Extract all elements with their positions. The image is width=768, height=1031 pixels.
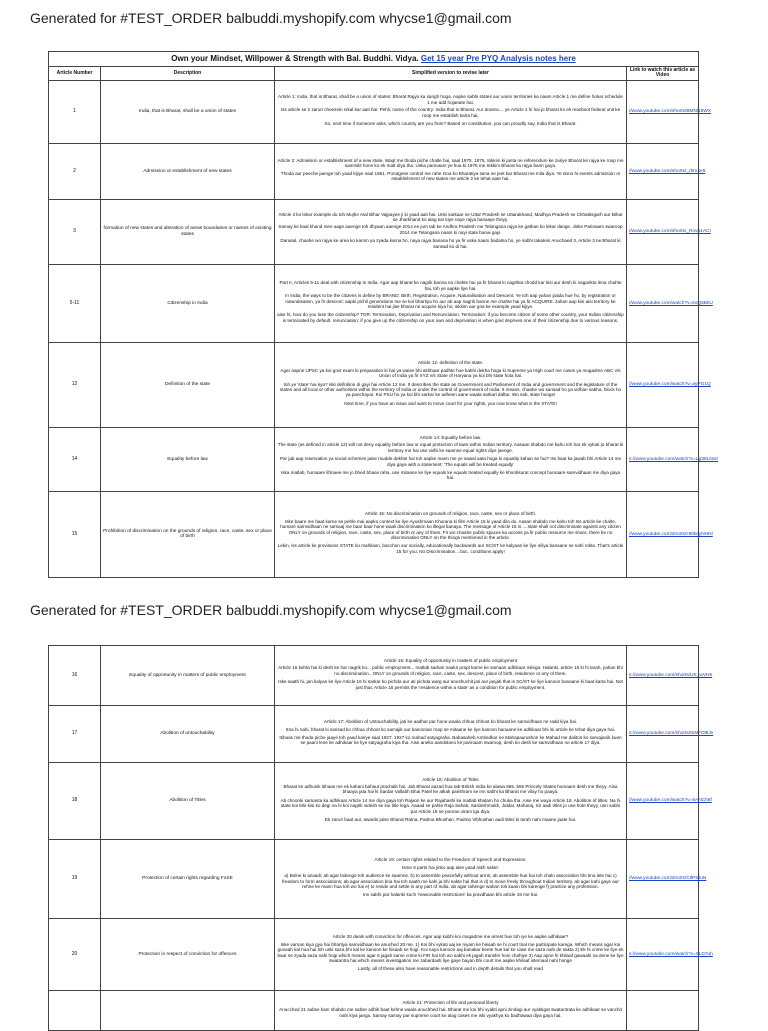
table-row — [49, 491, 699, 577]
simplified-title: Article 15: No discrimination on grounds of religion, race, caste, sex or place of birth. — [364, 511, 537, 517]
simplified-paragraph: Lekin, iss article ke provisions STATE ko mahilaon, bacchon aur socially, educationally backwards aur SC/ST ke kalyaan ke liye niliya banaane se nahi rokta. That's article 15 for you: No Discrimination....but.. conditions apply! — [277, 543, 624, 554]
article-description: Admission or establishment of new states — [101, 143, 275, 199]
simplified-paragraph: Next time, if you have an issue and want to move court for your rights, you now know what is the STATE! — [344, 400, 557, 406]
simplified-title: Article 2: Admission or establishment of a new state. Waqt me thoda piche chalte hai, saal 1975. 1975, Sikkim ki janta ne referendum ke zariye Bharat ke rajya ke roop me sammilit hone ko ek matt diya tha. Uska parinaam ye hua ki 1975 me Sikkim Bharat ka rajya bann gaya. — [277, 158, 624, 169]
video-link[interactable]: //www.youtube.com/shorts/_r5m4e9 — [627, 143, 699, 199]
article-number: 12 — [49, 342, 101, 427]
simplified-paragraph: Iss article se 2 zaruri cheezein nikal kar aati hai: Pehli, name of the country: India that is Bharat. Aur doosra.... ye Article 1 hi hai jo bharat ko ek mazboot federal unit ke roop me establish karta hai. — [280, 107, 621, 118]
table-row — [49, 706, 699, 763]
simplified-paragraph: Bharat ke adhunik itihaas me ek kahani bahaut prachalit hai. Jab Bharat aazad hua tab British India ke alawa 565, 565 Princely States humaare desh me theyy. Aisa bhaaya jata hai ki Sardar Vallabh Bhai Patel ke atkak parishram se inn sabhi ka Bharat me vilay ho paaya. — [283, 783, 618, 795]
simplified-paragraph: aise hi, how do you lose the citizenship? TDR: Termination, Deprivation and Renunciation. Termination: if you become citizen of some other country, your Indian citizenship is terminated by default. renunciation: if you give up the citizenship on your own and deprivation is when govt deprives one of their citizenship due to various reasons. — [277, 312, 624, 323]
simplified-paragraph: Itihaas me thoda piche jaaye toh yaad kariye saal 1927. 1927 ko mahad satyagraha. Babasaheb Ambedkar ne Mahapaurushon ke Mahad me daliton ko sarvajanik kuen se paani lene ke adhikaar ke liye satyagraha kiya tha. Aise aneko aandolano ke parinaam swaroop, desh ko desh ke samvidhaan ne article 17 diya. — [279, 735, 622, 746]
article-number: 17 — [49, 706, 101, 763]
table-body-page-2 — [49, 646, 714, 1031]
simplified-title: Article 1: India, that is Bharat, shall be a union of states: Bharat Rajyo ka sangh hoga. Aapke sabhi states aur union territories ka naam Article 1 me define hokar schedule 1 me add hojaeate hai. — [278, 94, 623, 105]
simplified-version — [275, 199, 627, 264]
simplified-version — [275, 646, 627, 706]
col-description: Description — [101, 67, 275, 81]
article-description: Protection of certain rights regarding FoSE — [101, 840, 275, 919]
simplified-paragraph: Samay ke kaal khand mee aage aaenge toh dhyaan aaenge 2014 ee jum tab ke Andhra Pradesh me Telangana rajya ke gathan ko lekar dange. Jiske Parinaam swaroop 2014 me Telangana naam ki nayi state banai gayi. — [278, 224, 623, 235]
video-link[interactable]: //www.youtube.com/watch?v=ayPG1Q — [627, 342, 699, 427]
table-row — [49, 80, 699, 143]
simplified-paragraph: Lastly, all of these also have reasonable restrictions and in depth details that you shall read — [358, 966, 543, 972]
col-video-link: Link to watch this article as Video — [627, 67, 699, 81]
title-cell — [49, 52, 699, 67]
sheet-title: Own your Mindset, Willpower & Strength with Bal. Buddhi. Vidya. — [171, 54, 419, 64]
simplified-title: Article 3 ko lekar example du toh Mujhe Atal Bihar Vajpayee ji ki yaad aati hai. Unki sarkaar ne Uttar Pradesh se Uttarakhand, Madhya Pradesh se Chhattisgarh aur Bihar se Jharkhand ko alag kar kiye naye rajya banaaye theyy. — [278, 211, 623, 222]
simplified-title: Article 12: definition of the state. — [417, 360, 484, 366]
simplified-paragraph: So, next time if someone asks, which country are you from? Based on constitution, you can proudly say, India that is Bharat. — [324, 120, 577, 126]
simplified-paragraph: Thoda aur peeche jaenge toh yaad kijiye saal 1961. Porutgese control me rahe Goa ko Bharatiya sena ne jeet kar Bharat me mila diya. Ye dono hi events admission or establishment of new states me article 2 ke tehat aate hai. — [280, 170, 621, 182]
simplified-title: Article 18: Abolition of Titles — [422, 776, 479, 782]
video-link[interactable]: s://www.youtube.com/watch?v=Lg38LNx0 — [627, 427, 699, 491]
video-link[interactable]: //www.youtube.com/shorts/BMNl18WX — [627, 80, 699, 143]
simplified-paragraph: Par jab aap reservation ya social schemes jaise mudde dekhte hai toh aapke mann me ye sawal aata hoga ki equality kahan se hui? Iss baat ka jawab bhi Article 14 me diya gaya with a statement: 'The equals will be treated equally' — [279, 456, 622, 467]
table-row — [49, 143, 699, 199]
simplified-version — [275, 427, 627, 491]
simplified-paragraph: Ek zaruri baat aur, awards jaise Bharat Ratna, Padma Bhushan, Padma Vibhushan aadi titles ki tarah nahi maane jaate hai. — [324, 817, 577, 823]
video-link[interactable]: //www.youtube.com/watch?v=koQ5BkU — [627, 264, 699, 342]
table-row — [49, 199, 699, 264]
page-header-2: Generated for #TEST_ORDER balbuddi.myshopify.com whycse1@gmail.com — [30, 602, 512, 618]
simplified-paragraph: Article 16 kehta hai ki desh ke har nagrik ko... public employment... matlab sarkari naukri prapt karne ke samaan adhikaar milega. Halanki, article 15 ki hi tarah, yahan bhi no discrimination...ONLY on grounds of religion, race, caste, sex, descent, place of birth, residence or any of them. — [278, 665, 623, 676]
article-number: 2 — [49, 143, 101, 199]
simplified-title: Article 21: Protection of life and personal liberty — [402, 999, 499, 1005]
video-link[interactable]: //www.youtube.com/watch?v=6ANCh8f — [627, 763, 699, 840]
pyq-notes-link[interactable]: Get 15 year Pre PYQ Analysis notes here — [420, 54, 576, 64]
simplified-title: Part II, Articles 5-11 deal with citizenship in India. Agar aap bharat ke nagrik banna na chahte hai ya fir bharat ki nagrikta chodd kar kisi aur desh ki nagarikta lena chahte hai, toh ye aapke liye hai. — [279, 280, 622, 291]
article-number — [49, 991, 101, 1031]
simplified-version — [275, 706, 627, 763]
article-table-page-1 — [48, 51, 718, 578]
article-number: 3 — [49, 199, 101, 264]
simplified-title: Article 19: certain rights related to the Freedom of Speech and Expression. — [374, 857, 527, 863]
video-link[interactable]: s://www.youtube.com/shorts/UK_wVH6 — [627, 646, 699, 706]
article-description: Citizenship in India — [101, 264, 275, 342]
simplified-version — [275, 264, 627, 342]
simplified-title: Article 14: Equality before law. — [419, 434, 482, 440]
video-link[interactable]: s://www.youtube.com/watch?v=9LD7uh — [627, 919, 699, 991]
simplified-paragraph: Agar aapne UPSC ya koi govt exam ki preparation ki hai ya waise bhi akhbaar padhte hue kabhi dekha hoga ki Supreme ya High court me cases ya mugadme ABC v/s Union of India ya fir XYZ v/s State of Haryana ya koi bhi state hota hai. — [280, 367, 621, 379]
simplified-version — [275, 991, 627, 1031]
article-number: 15 — [49, 491, 101, 577]
title-row — [49, 52, 699, 67]
simplified-version — [275, 80, 627, 143]
table-row — [49, 919, 699, 991]
article-number: 18 — [49, 763, 101, 840]
table-row — [49, 840, 699, 919]
col-article-number: Article Number — [49, 67, 101, 81]
article-number: 5-11 — [49, 264, 101, 342]
table-row — [49, 991, 699, 1031]
page-header-1: Generated for #TEST_ORDER balbuddi.myshopify.com whycse1@gmail.com — [30, 10, 512, 26]
simplified-title: Article 17: Abolition of Untouchability, jati ke aadhar par hone waala chhua chhoot ko bharat ke samvidhaan ne radd kiya hai. — [323, 719, 578, 725]
video-link[interactable]: //www.youtube.com/shorts/CtlP5iluN — [627, 840, 699, 919]
simplified-version — [275, 143, 627, 199]
table-row — [49, 342, 699, 427]
article-description: Protection in respect of conviction for offences — [101, 919, 275, 991]
simplified-version — [275, 840, 627, 919]
article-description: Prohibition of discrimination on the grounds of religion, race, caste, sex or place of birth — [101, 491, 275, 577]
article-description: Definition of the state — [101, 342, 275, 427]
table-row — [49, 763, 699, 840]
simplified-paragraph: Itna hi nahi, bharat ki sansad ko chhua chhoot ko samajik aur kanoonan roop se mitaane ke liye kanoon banaane ke adhikaar bhi isi article ke tehat diya gaya hai. — [286, 726, 615, 732]
video-link[interactable]: //www.youtube.com/shorts/_Rov51ACI — [627, 199, 699, 264]
simplified-paragraph: Iska matlab, humaare lifmaee me jo bhed bhaav raha, use mitaane ke liye equals ke equals treated equally ke khoobsurat concept humaare samvidhaan me diya gaya hai. — [280, 469, 621, 481]
article-description: formation of new states and alteration of areas boundaries or names of existing states — [101, 199, 275, 264]
article-table-page-2 — [48, 645, 714, 1031]
article-number: 14 — [49, 427, 101, 491]
simplified-paragraph: The state (as defined in article 12) will not deny equality before law or equal protection of laws within Indian territory. Aasaan shabdo me kahu toh har ek vykati jo bharat ki territory me hai use vidhi ke saamne equal rights diye jaenge. — [277, 442, 624, 453]
simplified-paragraph: Ab choonki samanta ka adhikaar Article 14 me diya gaya toh Rajaon ke aur Rajahashi ka matlab khatam ho chuka tha. Aise me waya Article 18. Abolition of titles. Na hi state koi title kisi ko degi na hi koi nagrik videsh se koi title lega. Aaaad se pahle Raja Sahab, Sardeshmukh, Jaldar, Maharaj, Sir aadi titles jo use hote theyy, unn sabhi par Article 18 ne pooran viram lga diya. — [280, 797, 621, 814]
simplified-paragraph: Iske saath hi, jan kalyan ke liye Article 16 hi sarkar ko pichda aur ati pichda warg aur anushuchit jati aur janjati that is SC/ST ke liye kanoon banaane ki baat karta hai. Not just that, Article 16 permits the 'residence within a state' as a condition for public employment. — [278, 679, 623, 690]
video-link[interactable]: //www.youtube.com/shorts/Ht0keyNHNl — [627, 491, 699, 577]
video-link[interactable]: s://www.youtube.com/shorts/SiMFDl8Jv — [627, 706, 699, 763]
simplified-paragraph: Isme 6 parts hai jinko aap aise yaad rakh sakte: — [401, 864, 500, 870]
simplified-paragraph: Iske baare me baat karne se pehle mai aapko context ke liye Ayushmaan Khurana ki film Article 15 ki yaad dila du. Aasan shabdo me kahu toh Iss article ke chalte, humare samvidhaan ne samaaj me baar baar hone waali discrimination ko illegal banaya. The message of Article 15 is ....state shall not discriminate against any citizen ONLY on grounds of religion, race, caste, sex, place of birth or any of them. Fir wo chaahe public spaces ka access ya fir public resource me share, there be no discrimination ONLY on the things mentioned in the article. — [280, 518, 621, 541]
simplified-version — [275, 491, 627, 577]
simplified-paragraph: toh ye 'state' hai kya? Iski definition di gayi hai Article 12 me. It describes the state as Government and Parliament of India and government and the legislature of the states and all local or other authorities within the territory of India or under the control of government of India. It means, chaahe wo sansad ho ya vidhan sabha, block ho ya panchayat. Koi PSU ho ya koi bhi sarkar ke adheen aane waala sarkari daftar. Wo sab, state honge! — [279, 381, 622, 398]
video-link[interactable] — [627, 991, 699, 1031]
simplified-paragraph: Anucched 21 sabse kam shabdo me sabse adhik baat kehne waala anuchhed hai. Bharat me koi bhi vyakti apni zindagi aur vyaktigat swatantrata ke adhikaar se vanchit nahi kiya jaega. Samay samay par supreme court ke alag cases me iski vyakhya ko badhawaa diya gaya hai. — [279, 1007, 622, 1018]
simplified-title: Article 16: Equality of opportunity in matters of public employment — [383, 657, 518, 663]
simplified-paragraph: a) Bolne ki azaadi; ab agar bolenge toh audience ke saamne. b) to assemble peacefully without arms; ab assemble hue hai toh chalo association bhi bna lete hai c) freedom to form associations; ab agar association bna hai toh saath me kahi ja bhi sakte hai that is d) to move freely throughout Indian territory. ab agar kahi gaye aur rehne ke mann hua toh wo hai e) to reside and settle in any part of India. ab agar rahenge wahan toh kaam bhi karenge f) practice any profession. — [282, 873, 619, 889]
article-number: 20 — [49, 919, 101, 991]
article-number: 1 — [49, 80, 101, 143]
article-description: India, that is Bharat, shall be a union of states — [101, 80, 275, 143]
article-description: Abolition of untouchability — [101, 706, 275, 763]
table-body-page-1 — [49, 80, 718, 577]
article-description: Equality before law — [101, 427, 275, 491]
simplified-version — [275, 763, 627, 840]
simplified-version — [275, 342, 627, 427]
simplified-title: Article 20 deals with conviction for offences. Agar aap kabhi koi mugadme me arrest hue toh iye ke aapke adhikaar? — [332, 934, 569, 940]
table-row — [49, 427, 699, 491]
article-description: Equality of opportunity in matters of public employment — [101, 646, 275, 706]
column-header-row — [49, 67, 699, 81]
table-row — [49, 264, 699, 342]
col-simplified-version: Simplified version to revise later — [275, 67, 627, 81]
article-number: 19 — [49, 840, 101, 919]
article-description: Abolition of Titles — [101, 763, 275, 840]
simplified-paragraph: In India, the ways to be the citizens is define by BRAND: Birth, Registration, Acquire, Naturalisation and Descent. Ye toh aap yahan paida hue ho, by registration or naturalisation, ya fir descent: aapki pichli generations me se koi bhartiya ho aur ab aap nagrik banne me chahte hai ya fir ACQUIRE: Jahan aap kisi aisi territory ke resident hai jise bharat ne acquire kiya ho, sikkim aur goa ke example yaad kijiye. — [285, 293, 616, 310]
table-row — [49, 646, 699, 706]
simplified-paragraph: Inn sabhi par halanki kuch 'reasonable restrictions' ka pravdhaan bhi article 19 me hai. — [362, 892, 539, 898]
article-number: 16 — [49, 646, 101, 706]
simplified-version — [275, 919, 627, 991]
article-description — [101, 991, 275, 1031]
simplified-paragraph: Darasal, chaahe wo rajya ke area ko kamm ya zyada karna ho, naya rajya banana ho ya fir uska naam badalna ho, ye sabhi takatein Anuchaed 3, Article 3 ne Bharat ki sansad ko di hai. — [280, 238, 621, 249]
simplified-paragraph: Iske varnan kiya gya hai bhartiya samvidhaan ke anuched 20 me. 1) Koi bhi vykati aaj ke niyam ke hisaab se hi court trial me participate karega. Which means agar koi gunaah kal hua hai toh uski saza bhi kal ke kanoon ke hisaab se hogi. Koi naya kanoon aaj banakar beete hue kal ke case me saza nahi de sakta 2) Ek hi crime ke liye ek baar se zyada saza nahi hogi which means agar 5 jagah same crime ki FIR hai toh wo sabhi ek jagah transfer honi chahiye 3) Aap apne hi khilaaf gawaahi na dene ke liye swatantra hai which means investigation me zabardasti liye gaye bayan bhi court me aapke khilaaf istemaal nahi honge — [277, 941, 624, 963]
